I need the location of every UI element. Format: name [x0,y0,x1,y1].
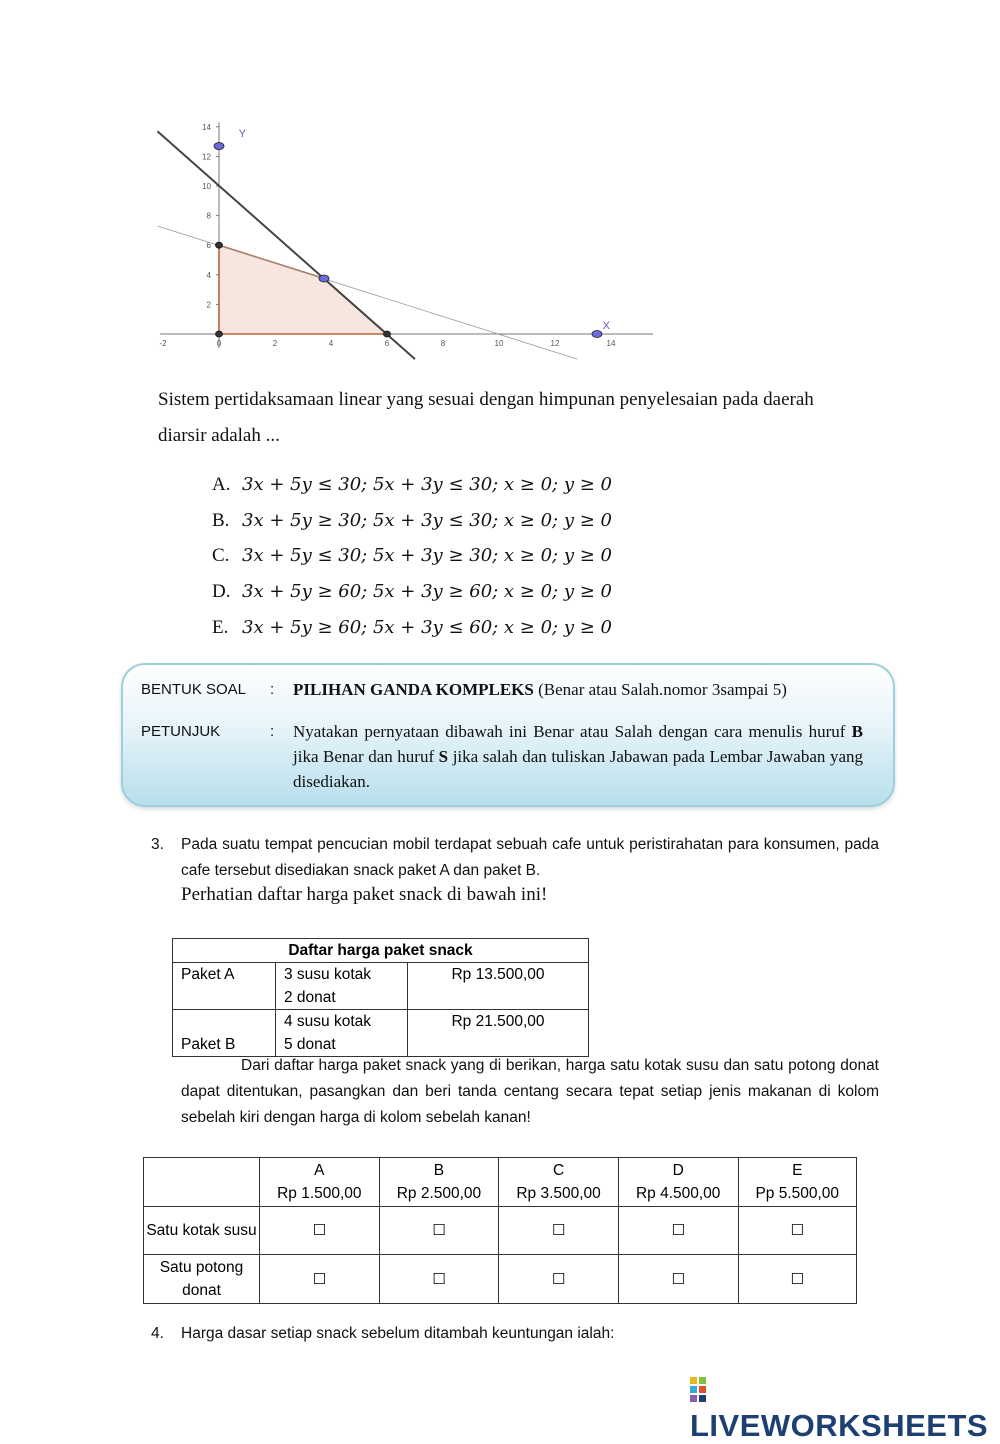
checkbox-icon[interactable]: ☐ [432,1270,446,1288]
option-equation: 3x + 5y ≥ 30; 5x + 3y ≤ 30; x ≥ 0; y ≥ 0 [242,510,612,531]
option-d[interactable] [212,581,612,603]
option-letter: D. [212,581,231,602]
question-text: Sistem pertidaksamaan linear yang sesuai dengan himpunan penyelesaian pada daerah diarsir adalah ... [158,389,814,446]
petunjuk-value [293,719,863,794]
package-price: Rp 21.500,00 [408,1010,589,1057]
column-letter: C [552,1162,565,1179]
package-name: Paket A [173,963,276,1010]
item: 4 susu kotak [284,1013,372,1030]
checkbox-icon[interactable]: ☐ [790,1270,804,1288]
item: 2 donat [284,989,336,1006]
bentuk-soal-label: BENTUK SOAL [141,681,247,698]
linear-program-graph [150,115,660,365]
column-header [738,1158,857,1207]
x-axis-label: X [602,319,610,332]
x-tick-label: 6 [384,339,390,348]
colon: : [270,723,275,740]
petunjuk-label: PETUNJUK [141,723,221,740]
column-letter: D [672,1162,684,1179]
column-letter: A [314,1162,325,1179]
table-row [144,1158,857,1207]
checkbox[interactable] [499,1255,619,1304]
bentuk-soal-type: PILIHAN GANDA KOMPLEKS [293,680,534,699]
petunjuk-text: jika Benar dan huruf [293,747,439,766]
checkbox[interactable] [738,1255,857,1304]
package-items [276,1010,408,1057]
column-header [379,1158,499,1207]
x-tick-label: -2 [159,339,167,348]
option-a[interactable] [212,474,612,496]
option-letter: A. [212,474,231,495]
item: 3 susu kotak [284,966,372,983]
logo-text: LIVEWORKSHEETS [690,1408,989,1443]
plot-area [157,128,610,359]
q3-instruction: Dari daftar harga paket snack yang di berikan, harga satu kotak susu dan satu potong donat dapat ditentukan, pasangkan dan beri tanda centang secara tepat setiap jenis makanan di kolom sebelah kiri dengan harga di kolom sebelah kanan! [181,1057,879,1126]
q3-number: 3. [151,836,164,853]
column-price: Rp 1.500,00 [277,1185,362,1202]
checkbox-icon[interactable]: ☐ [790,1222,804,1239]
option-letter: B. [212,510,230,531]
instruction-box [121,663,895,807]
checkbox[interactable] [499,1207,619,1255]
x-tick-label: 14 [606,339,616,348]
q4-text: Harga dasar setiap snack sebelum ditambah keuntungan ialah: [181,1325,615,1342]
checkbox[interactable] [379,1207,499,1255]
x-tick-label: 8 [440,339,446,348]
table-row [144,1255,857,1304]
row-label: Satu potong donat [144,1255,260,1304]
package-items [276,963,408,1010]
vertex-point [592,331,602,338]
q4-number: 4. [151,1325,164,1342]
petunjuk-text: jika salah dan tuliskan Jabawan pada Lembar Jawaban yang disediakan. [293,747,863,791]
petunjuk-b: B [851,722,863,741]
checkbox[interactable] [260,1207,380,1255]
x-tick-label: 4 [328,339,334,348]
vertex-point [319,275,329,282]
logo-icon [690,1377,716,1403]
option-letter: C. [212,545,230,566]
table-title: Daftar harga paket snack [173,939,589,963]
column-header [618,1158,738,1207]
bentuk-soal-value [293,677,873,702]
x-tick-label: 2 [272,339,278,348]
table-row [173,1010,589,1057]
x-tick-label: 10 [494,339,504,348]
petunjuk-text: Nyatakan pernyataan dibawah ini Benar atau Salah dengan cara menulis huruf [293,722,852,741]
option-equation: 3x + 5y ≥ 60; 5x + 3y ≤ 60; x ≥ 0; y ≥ 0 [242,617,612,638]
row-label: Satu kotak susu [144,1207,260,1255]
checkbox-icon[interactable]: ☐ [432,1222,446,1239]
q3-subtext: Perhatian daftar harga paket snack di bawah ini! [181,884,548,905]
checkbox-icon[interactable]: ☐ [671,1270,685,1288]
vertex-point [216,331,223,337]
package-name: Paket B [173,1010,276,1057]
option-equation: 3x + 5y ≥ 60; 5x + 3y ≥ 60; x ≥ 0; y ≥ 0 [242,581,612,602]
package-price: Rp 13.500,00 [408,963,589,1010]
column-header [260,1158,380,1207]
checkbox[interactable] [618,1255,738,1304]
price-table [172,938,589,1057]
checkbox[interactable] [379,1255,499,1304]
table-row [173,963,589,1010]
checkbox[interactable] [738,1207,857,1255]
option-b[interactable] [212,510,612,532]
y-axis-label: Y [238,128,246,141]
q3-text: Pada suatu tempat pencucian mobil terdapat sebuah cafe untuk peristirahatan para konsumen, pada cafe tersebut disediakan snack paket A dan paket B. [181,836,879,879]
y-tick-label: 6 [206,241,211,251]
feasible-region [219,245,387,334]
y-tick-label: 4 [206,270,211,280]
y-tick-label: 10 [202,182,211,191]
matching-table [143,1157,857,1304]
bentuk-soal-note: (Benar atau Salah.nomor 3sampai 5) [533,680,787,699]
checkbox[interactable] [260,1255,380,1304]
option-equation: 3x + 5y ≤ 30; 5x + 3y ≤ 30; x ≥ 0; y ≥ 0 [242,474,612,495]
item: 5 donat [284,1036,336,1053]
checkbox-icon[interactable]: ☐ [551,1270,566,1288]
liveworksheets-logo [690,1372,1000,1444]
column-price: Rp 3.500,00 [516,1185,601,1202]
checkbox[interactable] [618,1207,738,1255]
vertex-point [384,331,391,337]
y-tick-label: 12 [202,152,211,162]
column-letter: B [433,1162,445,1179]
checkbox-icon[interactable]: ☐ [312,1270,327,1288]
column-header [499,1158,619,1207]
y-tick-label: 14 [202,122,211,132]
table-row [144,1207,857,1255]
column-price: Rp 4.500,00 [635,1185,721,1202]
checkbox-icon[interactable]: ☐ [551,1222,566,1239]
option-equation: 3x + 5y ≤ 30; 5x + 3y ≥ 30; x ≥ 0; y ≥ 0 [242,545,612,566]
vertex-point [216,242,223,248]
colon: : [270,681,275,698]
y-tick-label: 2 [206,300,211,310]
option-e[interactable] [212,617,612,639]
x-tick-label: 0 [216,339,222,348]
y-tick-label: 8 [206,211,211,221]
column-letter: E [792,1162,803,1179]
petunjuk-s: S [438,747,449,766]
checkbox-icon[interactable]: ☐ [671,1222,685,1239]
vertex-point [214,143,224,150]
column-price: Rp 2.500,00 [396,1185,482,1202]
option-c[interactable] [212,545,612,567]
empty-header [144,1158,260,1207]
checkbox-icon[interactable]: ☐ [312,1222,327,1239]
column-price: Pp 5.500,00 [755,1185,840,1202]
option-letter: E. [212,617,229,638]
table-row [173,939,589,963]
x-tick-label: 12 [550,339,560,348]
